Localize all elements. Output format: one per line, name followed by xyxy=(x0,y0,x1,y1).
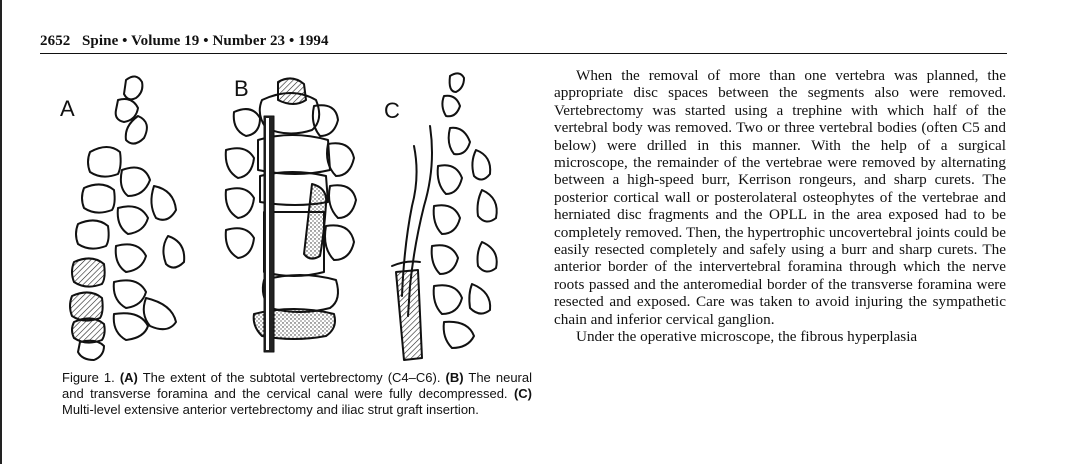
page-number: 2652 xyxy=(40,33,71,49)
running-header: 2652 Spine • Volume 19 • Number 23 • 1994 xyxy=(40,33,329,49)
panel-label-a: A xyxy=(60,96,75,121)
panel-b xyxy=(226,76,356,352)
body-paragraph: Under the operative microscope, the fibrous hyperplasia xyxy=(576,328,918,346)
caption-label-c: (C) xyxy=(513,386,532,401)
caption-prefix: Figure 1. xyxy=(62,370,120,385)
panel-label-b: B xyxy=(234,76,249,101)
journal-volume: Volume 19 xyxy=(131,33,200,49)
journal-year: 1994 xyxy=(298,33,329,49)
header-rule xyxy=(40,53,1007,54)
page-left-edge xyxy=(0,0,2,464)
caption-text-a: The extent of the subtotal vertebrectomy (C4–C6). xyxy=(137,370,446,385)
figure-1 xyxy=(58,66,520,366)
journal-issue: Number 23 xyxy=(212,33,286,49)
spine-illustration xyxy=(58,66,520,366)
caption-text-c: Multi-level extensive anterior vertebrectomy and iliac strut graft insertion. xyxy=(62,402,479,417)
caption-text-b: The neural and transverse foramina and the cervical canal were fully decompressed. xyxy=(62,370,532,401)
body-paragraph: When the removal of more than one vertebra was planned, the appropriate disc spaces between the segments also were removed. Vertebrectomy was started using a trephine with which half of the vertebral body was removed. Two or three vertebral bodies (often C5 and below) were drilled in this manner. With the help of a surgical microscope, the remainder of the vertebrae were removed by alternating between a high-speed burr, Kerrison rongeurs, and sharp curets. The posterior cortical wall or posterolateral osteophytes of the vertebrae and herniated disc fragments and the OPLL in the area exposed had to be completely removed. Then, the hypertrophic uncovertebral joints could be easily resected completely and safely using a burr and sharp curets. The anterior border of the intervertebral foramina through which the nerve roots passed and the anteromedial border of the transverse foramina were resected and exposed. Care was taken to avoid injuring the sympathetic chain and inferior cervical ganglion. xyxy=(554,67,1006,328)
panel-c xyxy=(384,73,497,360)
caption-label-b: (B) xyxy=(445,370,464,385)
panel-a xyxy=(60,76,184,360)
body-text-column xyxy=(554,67,1006,346)
figure-caption xyxy=(62,370,532,418)
panel-label-c: C xyxy=(384,98,400,123)
caption-label-a: (A) xyxy=(119,370,138,385)
journal-name: Spine xyxy=(81,33,119,49)
